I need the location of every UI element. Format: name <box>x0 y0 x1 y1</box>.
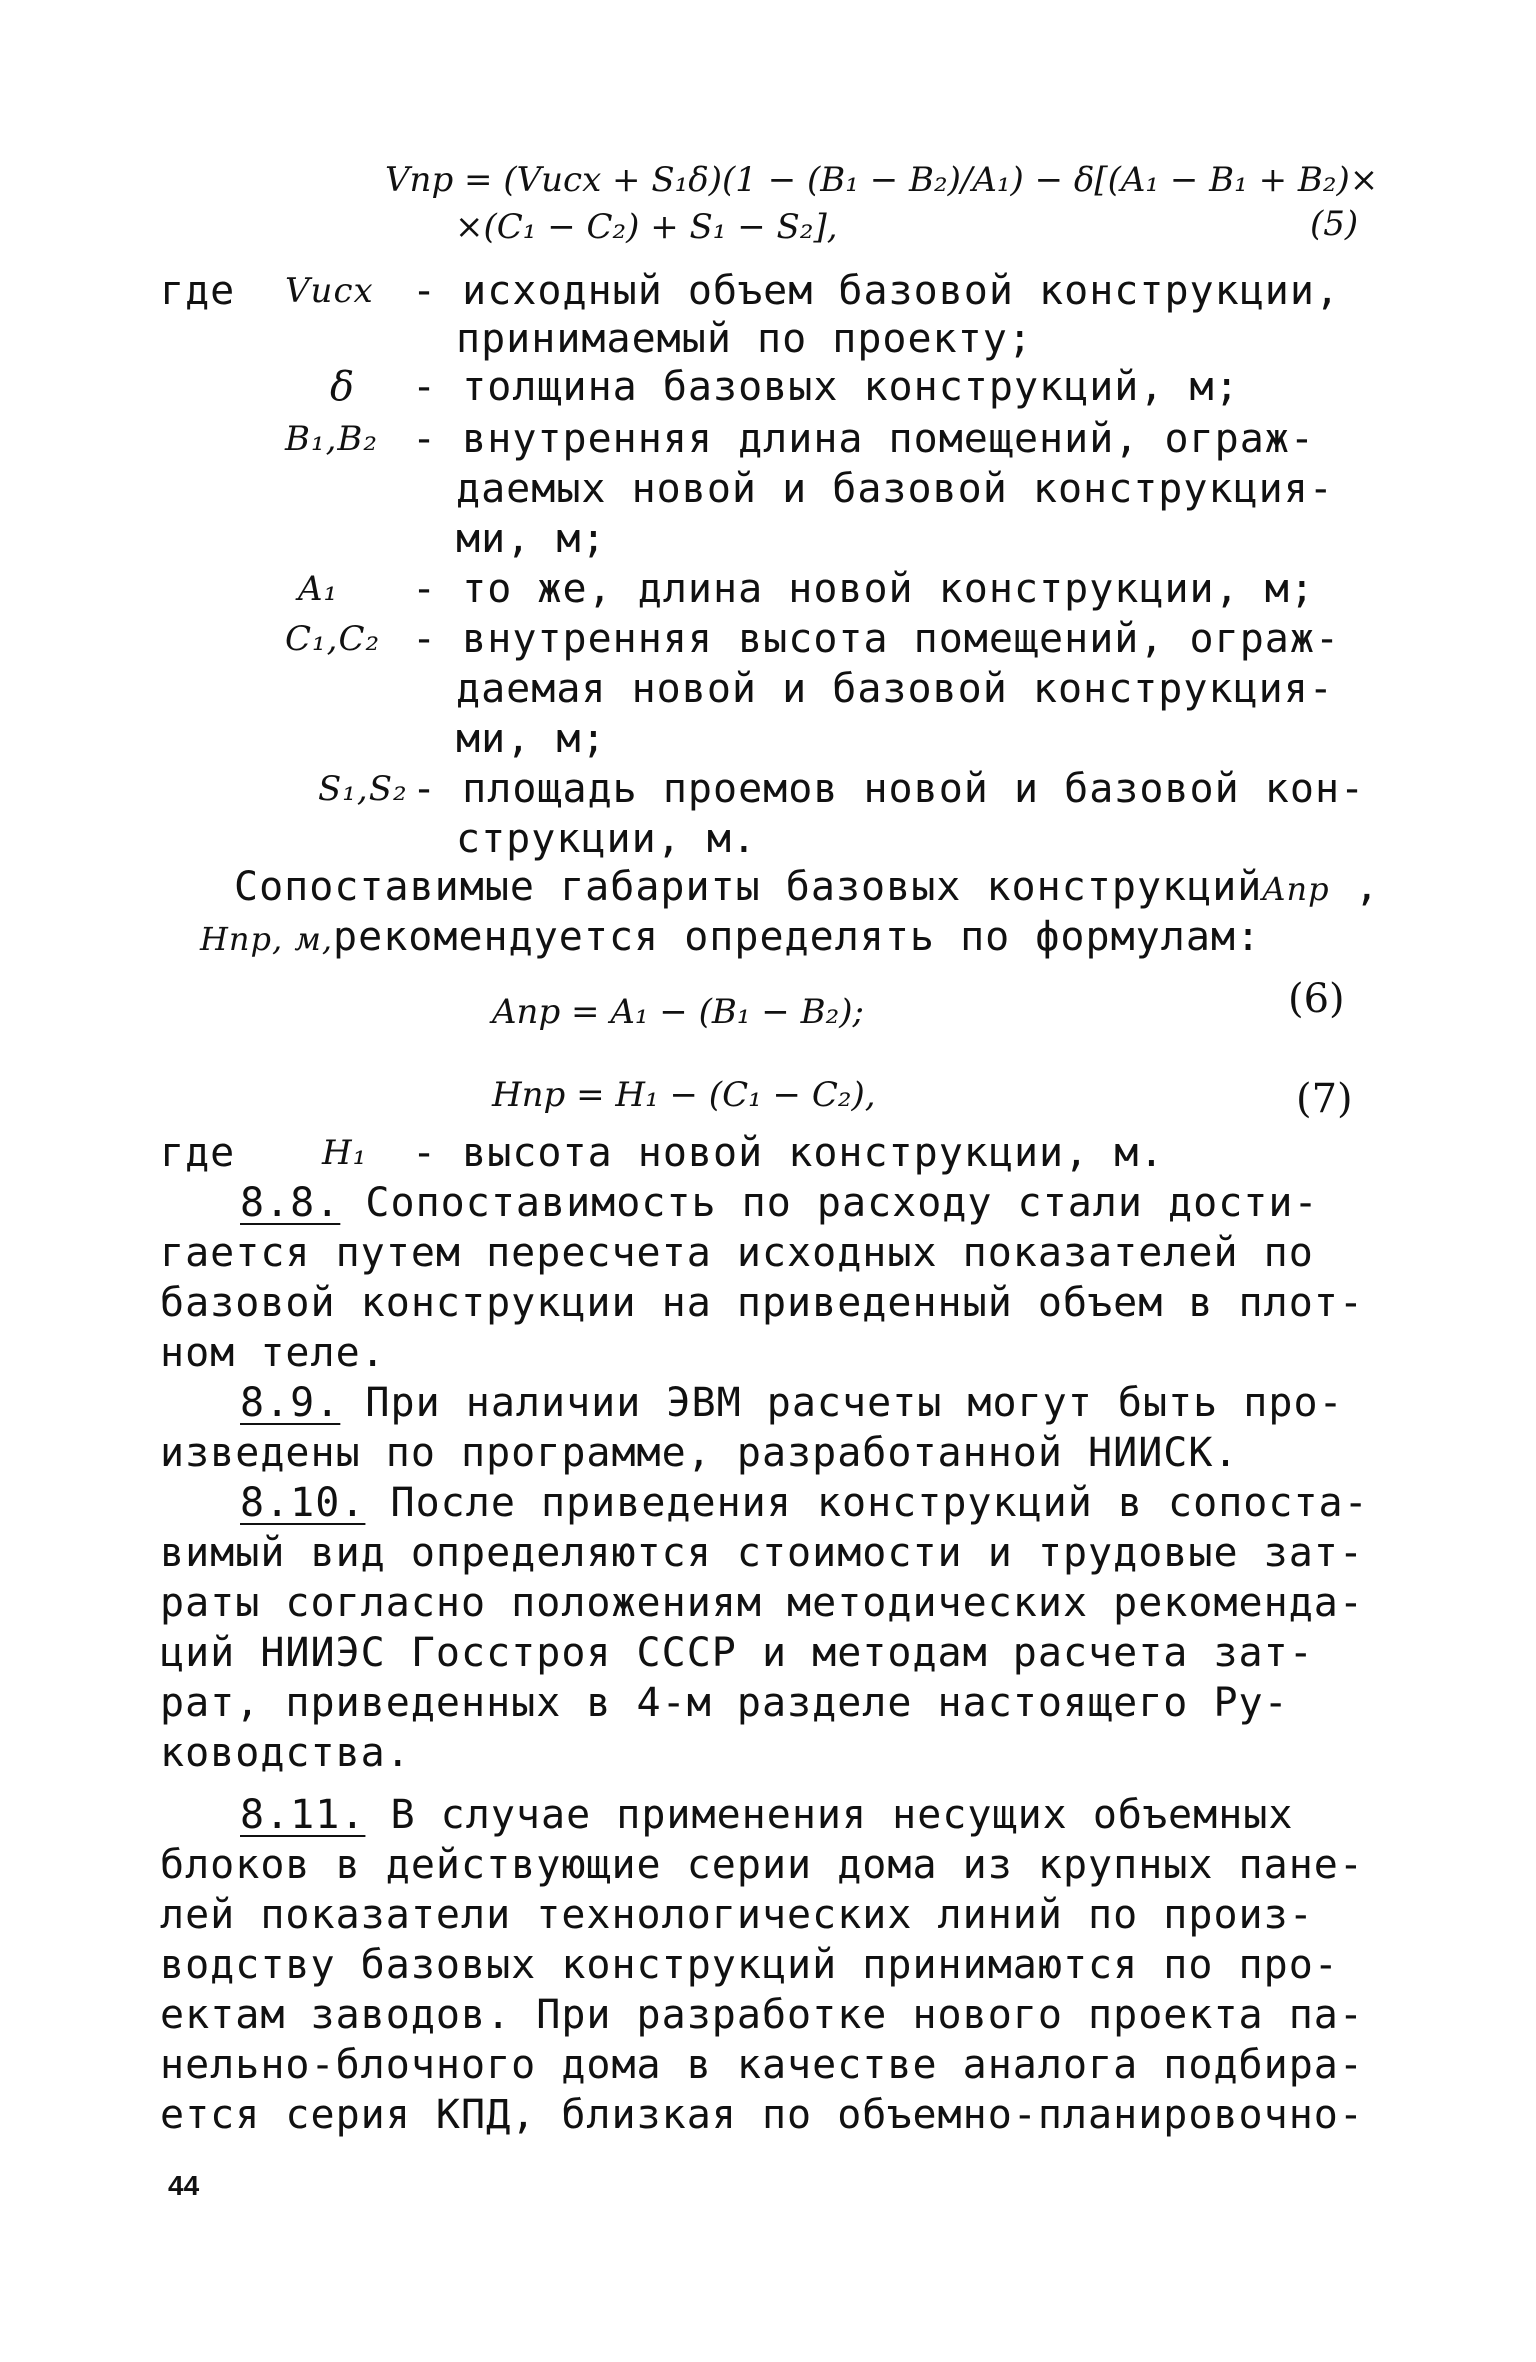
section-8-9-number: 8.9. <box>240 1380 341 1426</box>
section-8-11-line-6: нельно-блочного дома в качестве аналога подбира- <box>160 2042 1364 2088</box>
section-8-11-text-1: В случае применения несущих объемных <box>390 1792 1294 1838</box>
def-b-line-3: ми, м; <box>456 516 607 562</box>
formula-5-line-2: ×(C₁ − C₂) + S₁ − S₂], <box>455 207 838 247</box>
where-h-label: где <box>160 1130 236 1176</box>
def-c-line-2: даемая новой и базовой конструкция- <box>456 666 1334 712</box>
section-8-8-line-2: гается путем пересчета исходных показателей по <box>160 1230 1314 1276</box>
section-8-11-line-3: лей показатели технологических линий по произ- <box>160 1892 1314 1938</box>
formula-5-line-1: Vпр = (Vисх + S₁δ)(1 − (B₁ − B₂)/A₁) − δ[(A₁ − B₁ + B₂)× <box>385 160 1379 200</box>
def-s-line-2: струкции, м. <box>456 816 757 862</box>
symbol-s1-s2: S₁,S₂ <box>318 769 408 809</box>
symbol-v-isx: Vисх <box>285 271 374 311</box>
section-8-10-line-5: рат, приведенных в 4-м разделе настоящего Ру- <box>160 1680 1289 1726</box>
symbol-delta: δ <box>330 364 356 410</box>
section-8-11-number: 8.11. <box>240 1792 366 1838</box>
intro-symbol-a-pr: Aпр <box>1262 870 1330 908</box>
def-delta-line-1: - толщина базовых конструкций, м; <box>412 364 1240 410</box>
section-8-10-line-4: ций НИИЭС Госстроя СССР и методам расчета зат- <box>160 1630 1314 1676</box>
section-8-9-line-1 <box>240 1378 1344 1428</box>
formula-7-number: (7) <box>1296 1076 1353 1122</box>
section-8-9-line-2: изведены по программе, разработанной НИИСК. <box>160 1430 1239 1476</box>
symbol-c1-c2: C₁,C₂ <box>285 619 381 659</box>
section-8-10-number: 8.10. <box>240 1480 366 1526</box>
def-b-line-1: - внутренняя длина помещений, ограж- <box>412 416 1315 462</box>
intro-text-2: рекомендуется определять по формулам: <box>333 914 1262 960</box>
where-label: где <box>160 268 236 314</box>
def-c-line-3: ми, м; <box>456 716 607 762</box>
section-8-10-line-2: вимый вид определяются стоимости и трудовые зат- <box>160 1530 1364 1576</box>
intro-line-1 <box>234 862 1380 914</box>
section-8-8-number: 8.8. <box>240 1180 341 1226</box>
page-number: 44 <box>168 2170 200 2201</box>
section-8-10-text-1: После приведения конструкций в сопоста- <box>390 1480 1369 1526</box>
section-8-8-line-1 <box>240 1178 1319 1228</box>
section-8-10-line-3: раты согласно положениям методических рекоменда- <box>160 1580 1364 1626</box>
formula-7: Hпр = H₁ − (C₁ − C₂), <box>492 1075 876 1115</box>
section-8-11-line-4: водству базовых конструкций принимаются по про- <box>160 1942 1339 1988</box>
where-h-definition: - высота новой конструкции, м. <box>412 1130 1165 1176</box>
def-a1-line-1: - то же, длина новой конструкции, м; <box>412 566 1315 612</box>
intro-text-1: Сопоставимые габариты базовых конструкций <box>234 864 1263 910</box>
def-b-line-2: даемых новой и базовой конструкция- <box>456 466 1334 512</box>
symbol-a1: A₁ <box>298 569 339 609</box>
intro-line-2 <box>200 912 1261 964</box>
def-s-line-1: - площадь проемов новой и базовой кон- <box>412 766 1366 812</box>
section-8-11-line-1 <box>240 1790 1293 1840</box>
def-c-line-1: - внутренняя высота помещений, ограж- <box>412 616 1341 662</box>
section-8-8-line-3: базовой конструкции на приведенный объем в плот- <box>160 1280 1364 1326</box>
formula-6-number: (6) <box>1288 976 1345 1022</box>
section-8-11-line-7: ется серия КПД, близкая по объемно-планировочно- <box>160 2092 1364 2138</box>
def-v-isx-line-1: - исходный объем базовой конструкции, <box>412 268 1341 314</box>
section-8-10-line-6: ководства. <box>160 1730 411 1776</box>
intro-comma: , <box>1354 864 1380 910</box>
formula-5-number: (5) <box>1310 204 1359 244</box>
section-8-10-line-1 <box>240 1478 1369 1528</box>
section-8-8-text-1: Сопоставимость по расходу стали дости- <box>365 1180 1319 1226</box>
intro-symbol-h-pr: Hпр, м, <box>200 920 334 958</box>
section-8-11-line-2: блоков в действующие серии дома из крупных пане- <box>160 1842 1364 1888</box>
section-8-11-line-5: ектам заводов. При разработке нового проекта па- <box>160 1992 1364 2038</box>
def-v-isx-line-2: принимаемый по проекту; <box>456 316 1033 362</box>
formula-6: Aпр = A₁ − (B₁ − B₂); <box>492 992 864 1032</box>
symbol-h1: H₁ <box>322 1133 368 1173</box>
section-8-8-line-4: ном теле. <box>160 1330 386 1376</box>
section-8-9-text-1: При наличии ЭВМ расчеты могут быть про- <box>365 1380 1344 1426</box>
symbol-b1-b2: B₁,B₂ <box>285 419 379 459</box>
